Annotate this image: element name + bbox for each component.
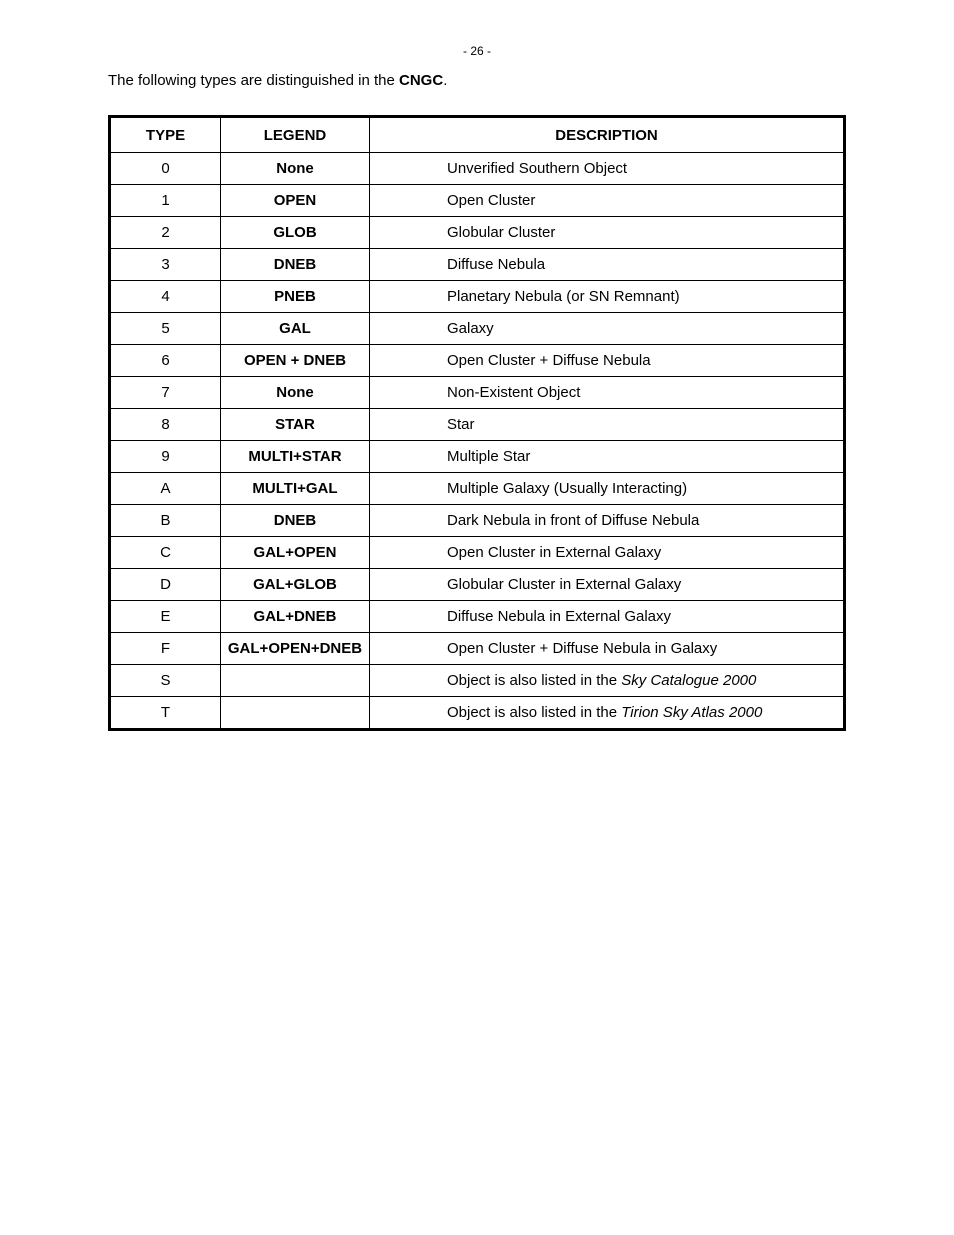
cell-legend: OPEN + DNEB <box>221 345 370 377</box>
table-row <box>110 153 845 185</box>
table-row <box>110 409 845 441</box>
table-row <box>110 697 845 730</box>
cell-description <box>370 345 845 377</box>
description-text: Dark Nebula in front of Diffuse Nebula <box>447 512 700 529</box>
table-row <box>110 601 845 633</box>
table-row <box>110 633 845 665</box>
table-row <box>110 569 845 601</box>
description-text: Multiple Galaxy (Usually Interacting) <box>447 480 688 497</box>
cell-legend: DNEB <box>221 249 370 281</box>
header-type: TYPE <box>110 117 221 153</box>
description-text: Open Cluster <box>447 192 536 209</box>
description-text: Open Cluster + Diffuse Nebula in Galaxy <box>447 640 718 657</box>
cell-legend: GAL+OPEN+DNEB <box>221 633 370 665</box>
cell-description <box>370 249 845 281</box>
cell-description <box>370 473 845 505</box>
cell-description <box>370 665 845 697</box>
description-text: Galaxy <box>447 320 494 337</box>
cell-description <box>370 377 845 409</box>
cell-type: A <box>110 473 221 505</box>
intro-bold-catalog: CNGC <box>399 72 444 89</box>
cell-type: 4 <box>110 281 221 313</box>
cell-description <box>370 153 845 185</box>
cell-description <box>370 441 845 473</box>
cell-type: B <box>110 505 221 537</box>
header-legend: LEGEND <box>221 117 370 153</box>
table-row <box>110 185 845 217</box>
cell-legend <box>221 665 370 697</box>
description-text: Globular Cluster in External Galaxy <box>447 576 682 593</box>
cell-description <box>370 217 845 249</box>
cell-legend: None <box>221 153 370 185</box>
description-text: Multiple Star <box>447 448 531 465</box>
cell-legend: GAL+DNEB <box>221 601 370 633</box>
description-text: Open Cluster + Diffuse Nebula <box>447 352 651 369</box>
cell-description <box>370 185 845 217</box>
intro-text: The following types are distinguished in the <box>108 72 400 89</box>
table-header-row <box>110 117 845 153</box>
cell-description <box>370 697 845 730</box>
description-text: Diffuse Nebula <box>447 256 546 273</box>
cell-description <box>370 633 845 665</box>
cell-description <box>370 313 845 345</box>
cell-type: S <box>110 665 221 697</box>
table-row <box>110 249 845 281</box>
cell-type: 2 <box>110 217 221 249</box>
cell-legend <box>221 697 370 730</box>
cell-type: 6 <box>110 345 221 377</box>
cell-legend: STAR <box>221 409 370 441</box>
cell-legend: GAL+OPEN <box>221 537 370 569</box>
description-text: Globular Cluster <box>447 224 556 241</box>
table-row <box>110 665 845 697</box>
types-table <box>108 115 846 731</box>
description-text: Unverified Southern Object <box>447 160 628 177</box>
cell-legend: GLOB <box>221 217 370 249</box>
cell-description <box>370 409 845 441</box>
description-text: Star <box>447 416 475 433</box>
cell-type: C <box>110 537 221 569</box>
description-text: Object is also listed in the <box>447 704 622 721</box>
catalog-title: Sky Catalogue 2000 <box>621 672 757 689</box>
table-row <box>110 537 845 569</box>
table-row <box>110 345 845 377</box>
description-text: Diffuse Nebula in External Galaxy <box>447 608 672 625</box>
cell-legend: DNEB <box>221 505 370 537</box>
cell-type: D <box>110 569 221 601</box>
cell-description <box>370 601 845 633</box>
cell-type: T <box>110 697 221 730</box>
cell-legend: None <box>221 377 370 409</box>
table-row <box>110 313 845 345</box>
table-row <box>110 441 845 473</box>
table-row <box>110 505 845 537</box>
description-text: Object is also listed in the <box>447 672 622 689</box>
cell-type: E <box>110 601 221 633</box>
catalog-title: Tirion Sky Atlas 2000 <box>621 704 763 721</box>
description-text: Open Cluster in External Galaxy <box>447 544 662 561</box>
intro-sentence <box>108 72 447 89</box>
cell-type: 1 <box>110 185 221 217</box>
cell-type: 5 <box>110 313 221 345</box>
cell-type: 9 <box>110 441 221 473</box>
table-row <box>110 377 845 409</box>
cell-type: 3 <box>110 249 221 281</box>
cell-legend: PNEB <box>221 281 370 313</box>
cell-description <box>370 281 845 313</box>
cell-type: F <box>110 633 221 665</box>
table-row <box>110 217 845 249</box>
table-row <box>110 473 845 505</box>
cell-legend: GAL <box>221 313 370 345</box>
header-description: DESCRIPTION <box>370 117 845 153</box>
cell-legend: MULTI+GAL <box>221 473 370 505</box>
cell-legend: GAL+GLOB <box>221 569 370 601</box>
intro-period: . <box>443 72 448 89</box>
cell-legend: MULTI+STAR <box>221 441 370 473</box>
cell-type: 8 <box>110 409 221 441</box>
cell-description <box>370 537 845 569</box>
cell-description <box>370 505 845 537</box>
page-number: - 26 - <box>462 44 491 58</box>
cell-legend: OPEN <box>221 185 370 217</box>
cell-type: 7 <box>110 377 221 409</box>
cell-type: 0 <box>110 153 221 185</box>
description-text: Planetary Nebula (or SN Remnant) <box>447 288 680 305</box>
cell-description <box>370 569 845 601</box>
table-row <box>110 281 845 313</box>
table-body <box>110 153 845 730</box>
description-text: Non-Existent Object <box>447 384 581 401</box>
